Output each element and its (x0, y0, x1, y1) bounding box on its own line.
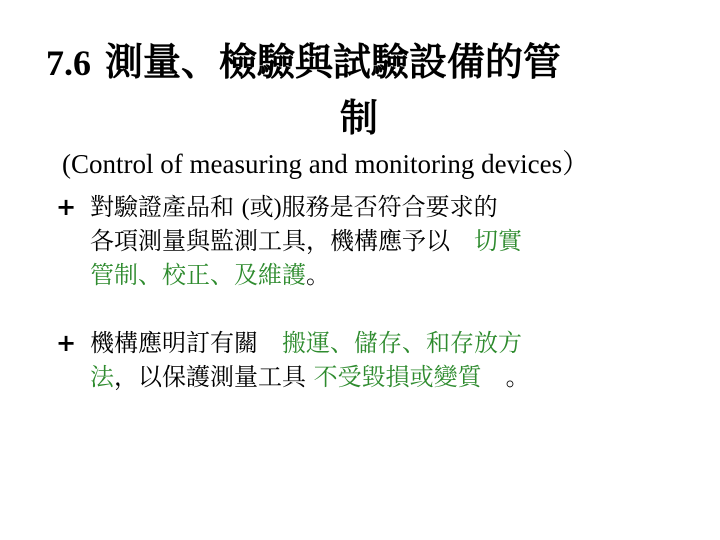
bullet-2-highlight-3: 不受毀損或變質 (313, 363, 482, 391)
bullet-1-period: 。 (306, 261, 330, 289)
bullet-2-text-b: ，以保護測量工具 (114, 363, 314, 391)
bullet-1-text-c: 服務是否符合要求的 (281, 193, 498, 221)
bullet-2-line-2 (56, 360, 530, 394)
bullet-1-line-3 (56, 258, 522, 292)
bullet-1-highlight-2: 管制、校正、及維護 (90, 261, 306, 289)
bullet-item-1 (56, 190, 522, 292)
bullet-1-text-d: 各項測量與監測工具，機構應予以 (90, 227, 474, 255)
bullet-2-period: 。 (481, 363, 530, 391)
bullet-1-highlight-1: 切實 (474, 227, 522, 255)
bullet-2-text-a: 機構應明訂有關 (90, 329, 282, 357)
bullet-item-2 (56, 326, 530, 394)
slide-title-line-2 (340, 96, 378, 140)
bullet-1-text-paren: (或) (241, 195, 282, 221)
plus-bullet-icon: + (56, 193, 77, 221)
title-text-1: 測量、檢驗與試驗設備的管 (105, 40, 562, 84)
title-text-2: 制 (340, 96, 379, 140)
bullet-2-highlight-2: 法 (90, 363, 114, 391)
bullet-2-highlight-1: 搬運、儲存、和存放方 (282, 329, 522, 357)
section-number: 7.6 (46, 43, 91, 83)
bullet-1-line-1 (56, 190, 522, 224)
bullet-1-line-2 (56, 224, 522, 258)
english-subtitle: (Control of measuring and monitoring devices） (62, 149, 590, 179)
plus-bullet-icon: + (56, 329, 77, 357)
slide-title-line-1 (46, 40, 561, 85)
bullet-2-line-1 (56, 326, 530, 360)
bullet-1-text-a: 對驗證產品和 (90, 193, 242, 221)
